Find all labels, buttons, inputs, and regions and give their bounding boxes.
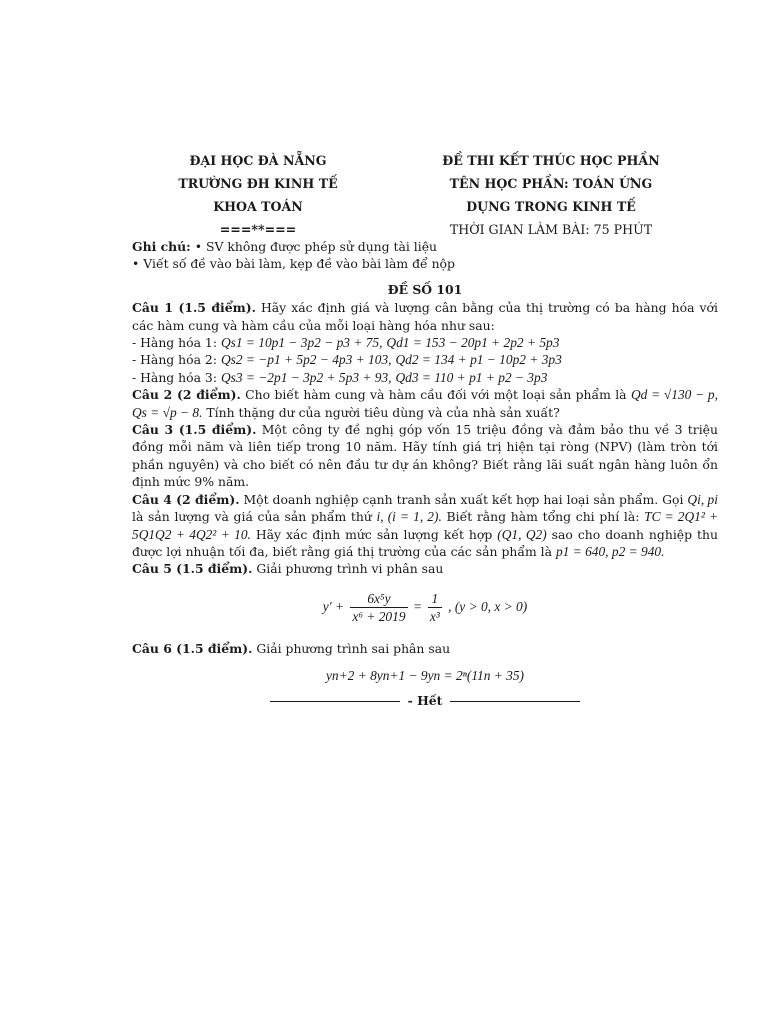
fraction-denominator: x⁶ + 2019 — [352, 609, 406, 625]
output-pair: (Q1, Q2) — [497, 526, 547, 542]
faculty-school: TRƯỜNG ĐH KINH TẾ — [178, 176, 338, 191]
fraction-numerator: 6x⁵y — [350, 590, 407, 608]
supply-function: Qs3 = −2p1 − 3p2 + 5p3 + 93, — [220, 369, 392, 385]
rhs-fraction — [428, 590, 442, 626]
q1-goods-2 — [132, 351, 718, 368]
q1-goods-1 — [132, 334, 718, 351]
question-6-heading: Câu 6 (1.5 điểm). — [132, 640, 253, 656]
q1-goods-3 — [132, 369, 718, 386]
question-4-text-1: Một doanh nghiệp cạnh tranh sản xuất kết hợp hai loại sản phẩm. Gọi — [243, 491, 684, 507]
total-cost-function: TC = 2Q1² + 5Q1Q2 + 4Q2² + 10. — [132, 509, 718, 542]
demand-function: Qd2 = 134 + p1 − 10p2 + 3p3 — [395, 352, 562, 368]
rhs-numerator: 1 — [428, 590, 442, 608]
question-3-text: Một công ty đề nghị góp vốn 15 triệu đồng và đảm bảo thu về 3 triệu đồng mỗi năm và liên tiếp trong 10 năm. Hãy tính giá trị hiện tại ròng (NPV) (làm tròn tới phần nguyên) và cho biết có nên đầu tư dự án không? Biết rằng lãi suất ngân hàng luôn ổn định mức 9% năm. — [132, 422, 718, 490]
prices: p1 = 640, p2 = 940. — [555, 543, 665, 559]
question-6-text: Giải phương trình sai phân sau — [256, 640, 451, 656]
exam-duration: THỜI GIAN LÀM BÀI: 75 PHÚT — [449, 222, 653, 237]
question-5-text: Giải phương trình vi phân sau — [256, 561, 444, 577]
notes-line1 — [132, 238, 718, 255]
supply-function: Qs1 = 10p1 − 3p2 − p3 + 75, — [220, 335, 383, 351]
question-1-text: Hãy xác định giá và lượng cân bằng của thị trường có ba hàng hóa với các hàm cung và hàm cầu của mỗi loại hàng hóa như sau: — [132, 300, 718, 333]
rhs-denominator: x³ — [429, 609, 440, 625]
question-4-text-3: Biết rằng hàm tổng chi phí là: — [446, 509, 640, 525]
end-rule-right — [450, 701, 580, 702]
end-rule-left — [270, 701, 400, 702]
question-1-heading: Câu 1 (1.5 điểm). — [132, 300, 256, 316]
goods-label: - Hàng hóa 2: — [132, 352, 217, 368]
question-3 — [132, 421, 718, 491]
differential-equation — [132, 590, 718, 626]
question-4-text-5: sao cho doanh nghiệp thu được lợi nhuận tối đa, biết rằng giá thị trường của các sản phẩm là — [132, 526, 718, 559]
question-4-heading: Câu 4 (2 điểm). — [132, 491, 240, 507]
question-2 — [132, 386, 718, 421]
department: KHOA TOÁN — [213, 199, 303, 214]
demand-function: Qd = √130 − p, — [630, 387, 718, 403]
question-4 — [132, 491, 718, 561]
question-6 — [132, 640, 718, 657]
goods-label: - Hàng hóa 3: — [132, 369, 217, 385]
equals-sign: = — [413, 598, 422, 614]
equation-lhs: y′ + — [322, 598, 345, 614]
supply-function: Qs = √p − 8. — [132, 404, 203, 420]
course-name-line1: TÊN HỌC PHẦN: TOÁN ỨNG — [449, 176, 653, 191]
question-2-tail: Tính thặng dư của người tiêu dùng và của nhà sản xuất? — [206, 404, 560, 420]
variables: Qi, pi — [687, 491, 718, 507]
index-notation: i, (i = 1, 2). — [376, 509, 442, 525]
exam-page — [132, 152, 718, 710]
question-3-heading: Câu 3 (1.5 điểm). — [132, 422, 257, 438]
exam-header — [132, 152, 718, 238]
goods-label: - Hàng hóa 1: — [132, 335, 217, 351]
demand-function: Qd3 = 110 + p1 + p2 − 3p3 — [395, 369, 548, 385]
notes-text-1: • SV không được phép sử dụng tài liệu — [194, 239, 438, 254]
difference-equation-text: yn+2 + 8yn+1 − 9yn = 2ⁿ(11n + 35) — [325, 667, 524, 683]
question-4-text-2: là sản lượng và giá của sản phẩm thứ — [132, 509, 372, 525]
question-1 — [132, 299, 718, 334]
equation-condition: , (y > 0, x > 0) — [448, 598, 528, 614]
header-divider: ===**=== — [219, 222, 297, 237]
difference-equation — [132, 667, 718, 684]
question-5 — [132, 560, 718, 577]
demand-function: Qd1 = 153 − 20p1 + 2p2 + 5p3 — [386, 335, 560, 351]
fraction — [350, 590, 407, 626]
question-2-text: Cho biết hàm cung và hàm cầu đối với một loại sản phẩm là — [245, 387, 627, 403]
question-4-text-4: Hãy xác định mức sản lượng kết hợp — [255, 526, 493, 542]
exam-type: ĐỀ THI KẾT THÚC HỌC PHẦN — [442, 153, 660, 168]
end-marker — [132, 692, 718, 709]
question-5-heading: Câu 5 (1.5 điểm). — [132, 561, 253, 577]
end-text: - Hết — [407, 693, 443, 709]
question-2-heading: Câu 2 (2 điểm). — [132, 387, 241, 403]
supply-function: Qs2 = −p1 + 5p2 − 4p3 + 103, — [220, 352, 392, 368]
notes-label: Ghi chú: — [132, 239, 191, 254]
university-name: ĐẠI HỌC ĐÀ NẴNG — [189, 153, 327, 168]
notes-line2: • Viết số đề vào bài làm, kẹp đề vào bài làm để nộp — [132, 256, 455, 272]
course-name-line2: DỤNG TRONG KINH TẾ — [466, 199, 636, 214]
exam-code-title: ĐỀ SỐ 101 — [387, 281, 463, 297]
